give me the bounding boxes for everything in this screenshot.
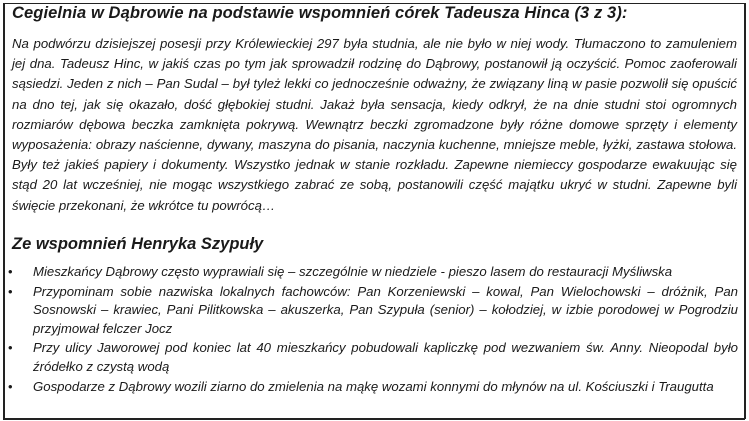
list-item [8,378,738,397]
list-item-text: Gospodarze z Dąbrowy wozili ziarno do zmielenia na mąkę wozami konnymi do młynów na ul. Kościuszki i Traugutta [33,378,714,394]
memories-list [8,263,738,397]
frame-border-bottom [3,418,745,420]
story-paragraph: Na podwórzu dzisiejszej posesji przy Królewieckiej 297 była studnia, ale nie było w niej wody. Tłumaczono to zamuleniem jej dna. Tadeusz Hinc, w jakiś czas po tym jak sprowadził rodzinę do Dąbrowy, postanowił ją oczyścić. Pomoc zaoferowali sąsiedzi. Jeden z nich – Pan Sudal – był tyleż lekki co jednocześnie odważny, że związany liną w pasie pozwolił się opuścić na dno tej, jak się okazało, dość głębokiej studni. Jakaż była sensacja, kiedy odkrył, że na dnie studni stoi ogromnych rozmiarów dębowa beczka zamknięta pokrywą. Wewnątrz beczki zgromadzone były różne domowe sprzęty i elementy wyposażenia: obrazy naścienne, dywany, maszyna do pisania, naczynia kuchenne, mniejsze meble, łyżki, zastawa stołowa. Były też jakieś papiery i dokumenty. Wszystko jednak w stanie rozkładu. Zapewne niemieccy gospodarze ewakuując się stąd 20 lat wcześniej, nie mogąc wszystkiego zabrać ze sobą, postanowili część majątku ukryć w studni. Zapewne byli święcie przekonani, że wkrótce tu powrócą… [12,36,737,213]
list-item [8,263,738,282]
section-heading: Ze wspomnień Henryka Szypuły [12,235,264,253]
list-item-text: Mieszkańcy Dąbrowy często wyprawiali się – szczególnie w niedziele - pieszo lasem do restauracji Myśliwska [33,264,673,279]
document-title: Cegielnia w Dąbrowie na podstawie wspomnień córek Tadeusza Hinca (3 z 3): [12,4,628,22]
frame-border-left [3,3,5,419]
frame-border-right [744,3,746,419]
list-item-text: Przypominam sobie nazwiska lokalnych fachowców: Pan Korzeniewski – kowal, Pan Wielochowski – dróżnik, Pan Sosnowski – krawiec, Pani Pilitkowska – akuszerka, Pan Szypuła (senior) – kołodziej, w izbie porodowej w Pogrodziu przyjmował felczer Jocz [33,283,738,336]
list-item [8,339,738,376]
bullet-icon: • [8,283,13,299]
bullet-icon: • [8,340,13,356]
list-item [8,283,738,339]
bullet-icon: • [8,378,13,394]
bullet-icon: • [8,264,13,279]
list-item-text: Przy ulicy Jaworowej pod koniec lat 40 mieszkańcy pobudowali kapliczkę pod wezwaniem św. Anny. Nieopodal było źródełko z czystą wodą [33,340,738,374]
